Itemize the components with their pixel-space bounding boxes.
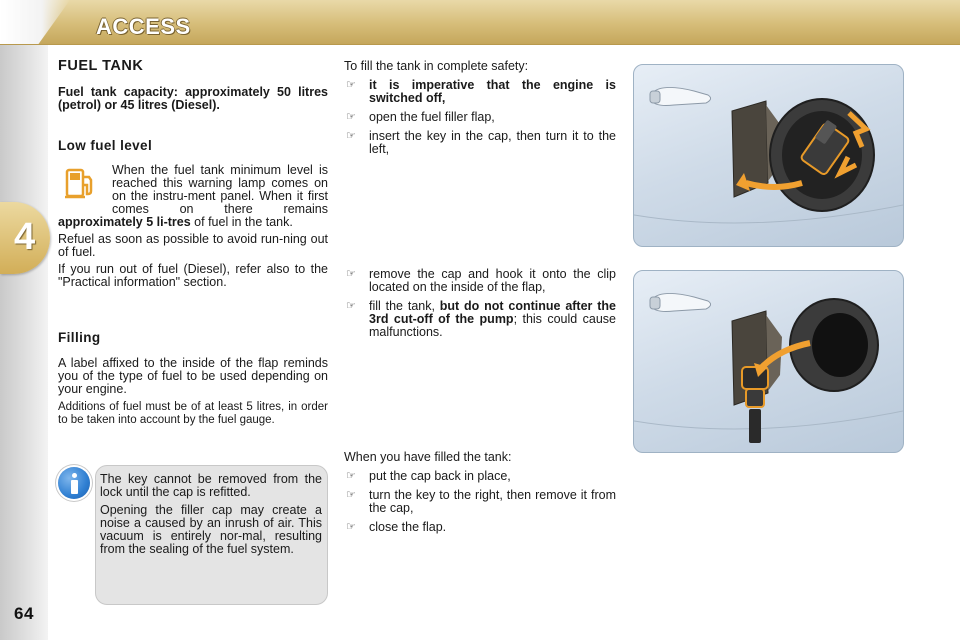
low-fuel-p1: When the fuel tank minimum level is reached this warning lamp comes on on the instru-ment panel. When it first comes on there remains approximately 5 li-tres of fuel in the tank. (58, 163, 328, 229)
safety-intro: To fill the tank in complete safety: (344, 59, 529, 73)
middle-column (344, 60, 616, 162)
tank-capacity: Fuel tank capacity: approximately 50 litres (petrol) or 45 litres (Diesel). (58, 85, 328, 112)
info-p2: Opening the filler cap may create a noise a caused by an inrush of air. This vacuum is entirely nor-mal, resulting from the sealing of the fuel system. (100, 503, 322, 556)
hand-pointer-icon: ☞ (346, 79, 356, 91)
filling-steps (344, 268, 616, 339)
filling-section (58, 330, 328, 426)
cap-hooked-illustration (634, 271, 903, 452)
left-margin-strip (0, 0, 48, 640)
after-intro: When you have filled the tank: (344, 450, 512, 464)
list-item: ☞ insert the key in the cap, then turn it to the left, (346, 129, 616, 156)
left-column (58, 58, 328, 164)
chapter-number: 4 (14, 216, 36, 258)
section-title: FUEL TANK (58, 58, 144, 74)
list-item: ☞ it is imperative that the engine is switched off, (346, 78, 616, 105)
after-steps (344, 470, 616, 534)
list-item: ☞ fill the tank, but do not continue after the 3rd cut-off of the pump; this could cause malfunctions. (346, 299, 616, 339)
illustration-open-cap (633, 64, 904, 247)
safety-steps (344, 79, 616, 156)
low-fuel-paragraphs (58, 164, 328, 289)
hand-pointer-icon: ☞ (346, 268, 356, 280)
illustration-cap-hooked (633, 270, 904, 453)
page-title: ACCESS (96, 14, 191, 39)
hand-pointer-icon: ☞ (346, 470, 356, 482)
hand-pointer-icon: ☞ (346, 489, 356, 501)
filling-heading: Filling (58, 330, 101, 345)
filling-p2: Additions of fuel must be of at least 5 litres, in order to be taken into account by the fuel gauge. (58, 401, 328, 426)
info-text (100, 473, 322, 556)
low-fuel-heading: Low fuel level (58, 138, 153, 153)
fuel-flap-open-illustration (634, 65, 903, 246)
info-icon (58, 467, 90, 499)
low-fuel-p2: Refuel as soon as possible to avoid run-ning out of fuel. (58, 232, 328, 259)
hand-pointer-icon: ☞ (346, 130, 356, 142)
list-item: ☞ close the flap. (346, 520, 447, 534)
info-p1: The key cannot be removed from the lock until the cap is refitted. (100, 472, 322, 499)
list-item: ☞ turn the key to the right, then remove it from the cap, (346, 488, 616, 515)
list-item: ☞ remove the cap and hook it onto the clip located on the inside of the flap, (346, 267, 616, 294)
list-item: ☞ put the cap back in place, (346, 469, 511, 483)
list-item: ☞ open the fuel filler flap, (346, 110, 495, 124)
after-filling-block (344, 451, 616, 540)
filling-p1: A label affixed to the inside of the flap reminds you of the type of fuel to be used depending on your engine. (58, 356, 328, 396)
hand-pointer-icon: ☞ (346, 521, 356, 533)
page-number: 64 (14, 604, 34, 623)
low-fuel-p3: If you run out of fuel (Diesel), refer also to the "Practical information" section. (58, 262, 328, 289)
filling-steps-block (344, 268, 616, 345)
hand-pointer-icon: ☞ (346, 300, 356, 312)
hand-pointer-icon: ☞ (346, 111, 356, 123)
